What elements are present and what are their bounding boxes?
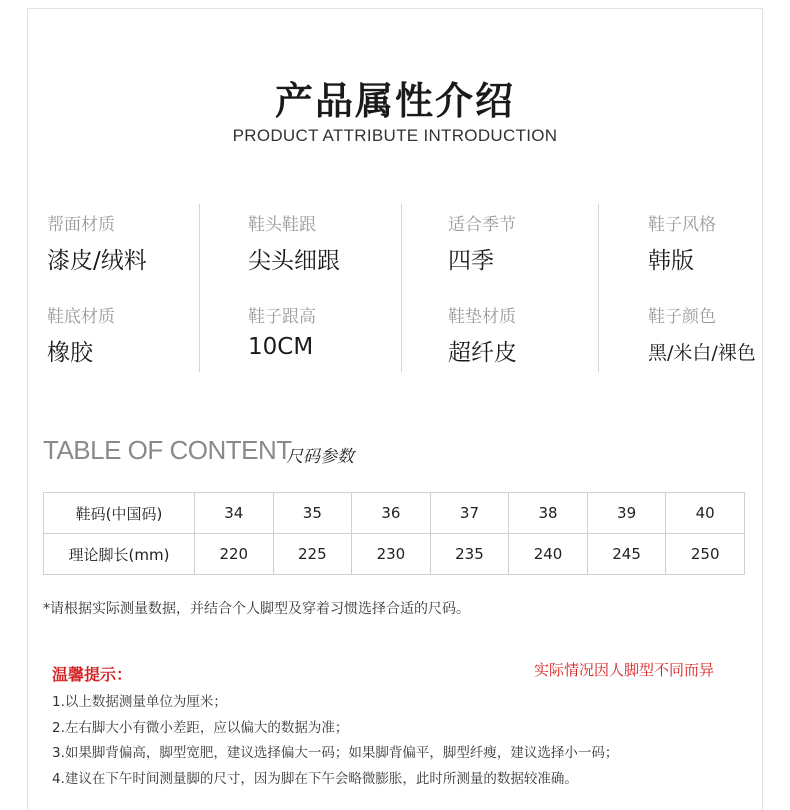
table-row <box>44 493 745 534</box>
attribute-value: 黑/米白/裸色 <box>648 342 756 364</box>
table-cell: 34 <box>195 493 274 534</box>
attribute-label: 鞋垫材质 <box>448 307 516 327</box>
table-cell: 39 <box>587 493 666 534</box>
attribute-value: 漆皮/绒料 <box>47 248 147 274</box>
tips-disclaimer: 实际情况因人脚型不同而异 <box>534 661 715 679</box>
attribute-grid <box>47 204 767 372</box>
table-cell: 37 <box>430 493 509 534</box>
attribute-label: 鞋底材质 <box>47 307 115 327</box>
tip-item: 1.以上数据测量单位为厘米； <box>52 694 227 710</box>
attribute-value: 超纤皮 <box>448 340 517 366</box>
table-cell: 36 <box>352 493 431 534</box>
table-cell: 220 <box>195 534 274 575</box>
table-cell: 38 <box>509 493 588 534</box>
column-divider <box>401 204 402 372</box>
column-divider <box>199 204 200 372</box>
row-header: 理论脚长(mm) <box>44 534 195 575</box>
table-cell: 230 <box>352 534 431 575</box>
table-cell: 235 <box>430 534 509 575</box>
table-cell: 225 <box>273 534 352 575</box>
attribute-label: 鞋子颜色 <box>648 307 716 327</box>
tip-item: 3.如果脚背偏高，脚型宽肥，建议选择偏大一码；如果脚背偏平，脚型纤瘦，建议选择小一码； <box>52 745 619 761</box>
row-header: 鞋码(中国码) <box>44 493 195 534</box>
table-cell: 250 <box>666 534 745 575</box>
size-section-subtitle: 尺码参数 <box>286 447 354 467</box>
attribute-value: 尖头细跟 <box>248 248 340 274</box>
attribute-value: 四季 <box>448 248 494 274</box>
attribute-value: 橡胶 <box>47 340 93 366</box>
page-title: 产品属性介绍 <box>274 79 515 123</box>
size-table <box>43 492 745 575</box>
attribute-label: 鞋子跟高 <box>248 307 316 327</box>
tips-title: 温馨提示： <box>52 665 133 684</box>
tip-item: 4.建议在下午时间测量脚的尺寸，因为脚在下午会略微膨胀，此时所测量的数据较准确。 <box>52 771 578 787</box>
table-cell: 240 <box>509 534 588 575</box>
table-cell: 40 <box>666 493 745 534</box>
table-cell: 245 <box>587 534 666 575</box>
size-note: *请根据实际测量数据，并结合个人脚型及穿着习惯选择合适的尺码。 <box>43 601 470 617</box>
table-row <box>44 534 745 575</box>
attribute-label: 鞋头鞋跟 <box>248 215 316 235</box>
tip-item: 2.左右脚大小有微小差距，应以偏大的数据为准； <box>52 720 349 736</box>
size-section-title: TABLE OF CONTENT <box>43 435 292 465</box>
table-cell: 35 <box>273 493 352 534</box>
page-subtitle: PRODUCT ATTRIBUTE INTRODUCTION <box>232 126 558 145</box>
attribute-label: 帮面材质 <box>47 215 115 235</box>
attribute-label: 鞋子风格 <box>648 215 716 235</box>
column-divider <box>598 204 599 372</box>
attribute-value: 10CM <box>248 334 314 360</box>
attribute-value: 韩版 <box>648 248 694 274</box>
attribute-label: 适合季节 <box>448 215 516 235</box>
